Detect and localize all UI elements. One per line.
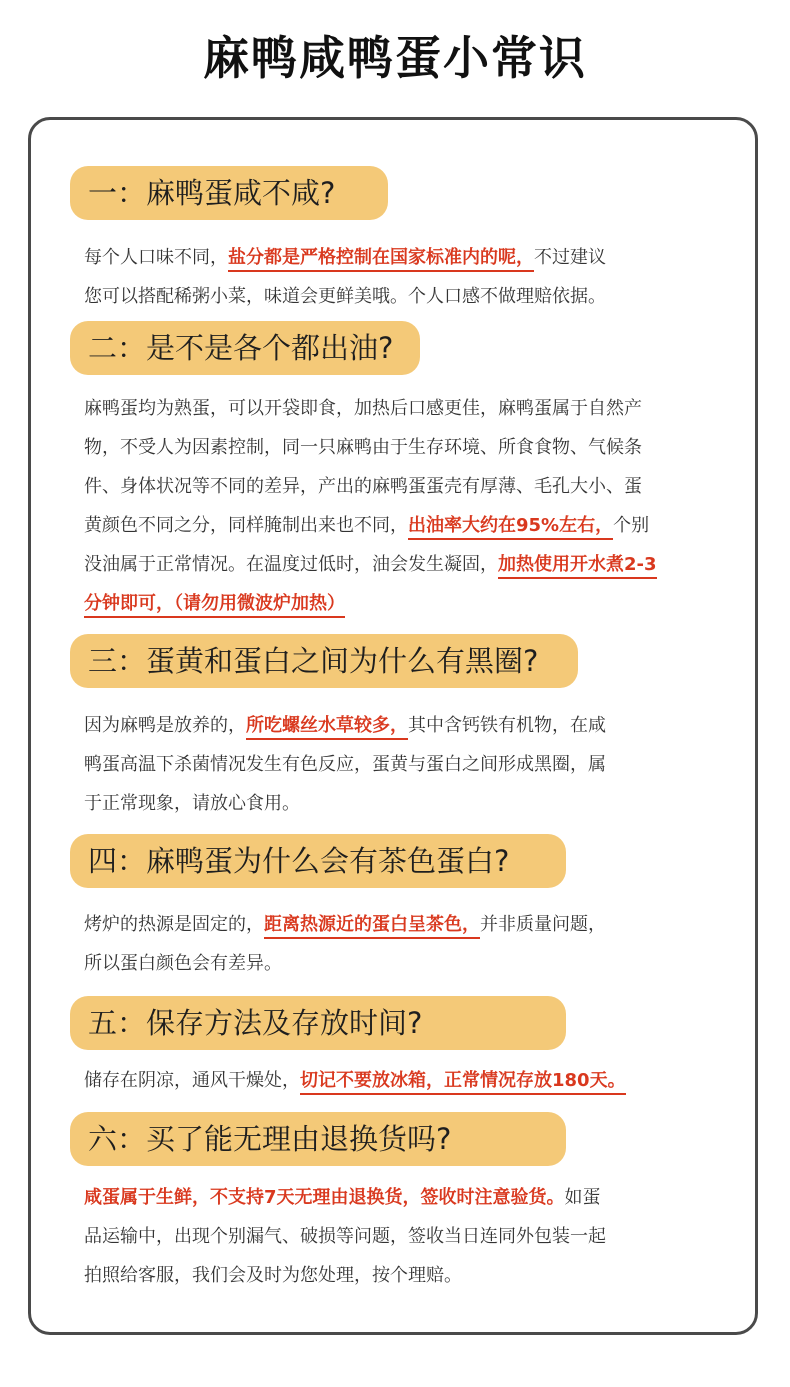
text-line: [84, 584, 724, 623]
highlight-text: 加热使用开水煮2-3: [498, 554, 657, 579]
text-line: 鸭蛋高温下杀菌情况发生有色反应，蛋黄与蛋白之间形成黑圈，属: [84, 754, 606, 775]
highlight-text: 所吃螺丝水草较多，: [246, 715, 408, 740]
text-line: 件、身体状况等不同的差异，产出的麻鸭蛋蛋壳有厚薄、毛孔大小、蛋: [84, 476, 642, 497]
text-line: 拍照给客服，我们会及时为您处理，按个理赔。: [84, 1265, 462, 1286]
section-heading-black-ring: 三：蛋黄和蛋白之间为什么有黑圈?: [70, 634, 578, 688]
text-line: 因为麻鸭是放养的，所吃螺丝水草较多，其中含钙铁有机物，在咸: [84, 706, 724, 745]
highlight-text: 分钟即可，（请勿用微波炉加热）: [84, 593, 345, 618]
section-text-returns: [84, 1178, 724, 1295]
section-text-tea-color: [84, 905, 724, 983]
text-line: 黄颜色不同之分，同样腌制出来也不同，出油率大约在95%左右，个别: [84, 506, 724, 545]
highlight-text: 咸蛋属于生鲜，不支持7天无理由退换货，签收时注意验货。: [84, 1187, 565, 1208]
highlight-text: 盐分都是严格控制在国家标准内的呢，: [228, 247, 534, 272]
text-line: 每个人口味不同，盐分都是严格控制在国家标准内的呢，不过建议: [84, 238, 724, 277]
section-heading-salty: 一：麻鸭蛋咸不咸?: [70, 166, 388, 220]
highlight-text: 出油率大约在95%左右，: [408, 515, 613, 540]
text-line: 所以蛋白颜色会有差异。: [84, 953, 282, 974]
section-heading-returns: 六：买了能无理由退换货吗?: [70, 1112, 566, 1166]
text-line: 麻鸭蛋均为熟蛋，可以开袋即食，加热后口感更佳，麻鸭蛋属于自然产: [84, 398, 642, 419]
page-title: 麻鸭咸鸭蛋小常识: [203, 31, 587, 85]
text-line: 储存在阴凉，通风干燥处，切记不要放冰箱，正常情况存放180天。: [84, 1061, 724, 1100]
text-line: 您可以搭配稀粥小菜，味道会更鲜美哦。个人口感不做理赔依据。: [84, 286, 606, 307]
section-text-storage: [84, 1061, 724, 1100]
section-text-salty: [84, 238, 724, 316]
highlight-text: 距离热源近的蛋白呈茶色，: [264, 914, 480, 939]
section-heading-oil: 二：是不是各个都出油?: [70, 321, 420, 375]
text-line: 品运输中，出现个别漏气、破损等问题，签收当日连同外包装一起: [84, 1226, 606, 1247]
section-text-black-ring: [84, 706, 724, 823]
text-line: 咸蛋属于生鲜，不支持7天无理由退换货，签收时注意验货。如蛋: [84, 1187, 601, 1208]
section-heading-tea-color: 四：麻鸭蛋为什么会有茶色蛋白?: [70, 834, 566, 888]
section-heading-storage: 五：保存方法及存放时间?: [70, 996, 566, 1050]
highlight-text: 切记不要放冰箱，正常情况存放180天。: [300, 1070, 626, 1095]
text-line: 没油属于正常情况。在温度过低时，油会发生凝固，加热使用开水煮2-3: [84, 545, 724, 584]
text-line: 物，不受人为因素控制，同一只麻鸭由于生存环境、所食食物、气候条: [84, 437, 642, 458]
text-line: 于正常现象，请放心食用。: [84, 793, 300, 814]
text-line: 烤炉的热源是固定的，距离热源近的蛋白呈茶色，并非质量问题，: [84, 905, 724, 944]
section-text-oil: [84, 389, 724, 623]
